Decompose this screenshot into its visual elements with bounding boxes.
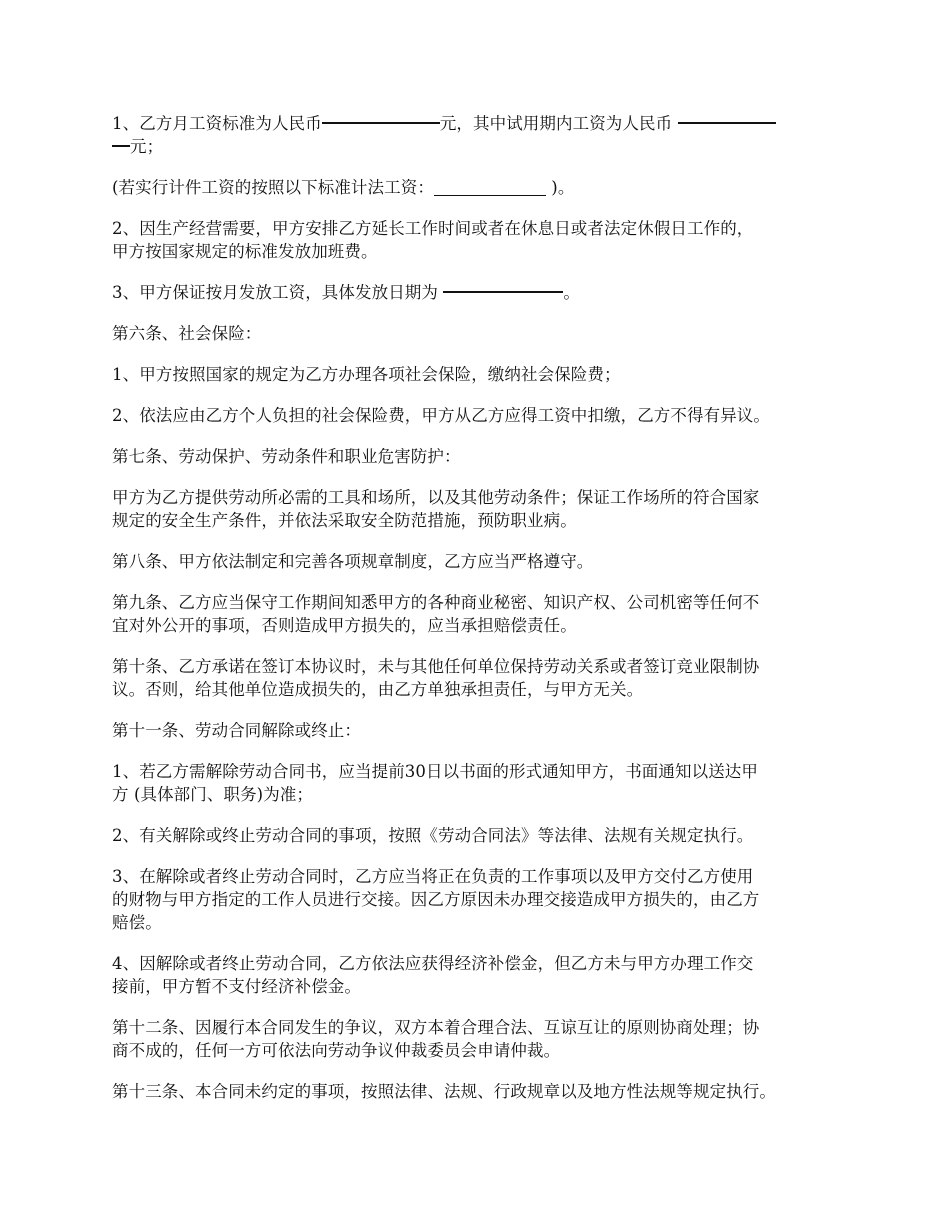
text-run: 1、甲方按照国家的规定为乙方办理各项社会保险，缴纳社会保险费； bbox=[112, 365, 621, 384]
text-run: 2、有关解除或终止劳动合同的事项，按照《劳动合同法》等法律、法规有关规定执行。 bbox=[112, 826, 754, 845]
paragraph-line bbox=[112, 112, 852, 135]
paragraph-p9 bbox=[112, 486, 852, 532]
paragraph-p17 bbox=[112, 952, 852, 998]
text-run: 第六条、社会保险： bbox=[112, 324, 262, 343]
paragraph-p3 bbox=[112, 217, 852, 263]
text-run: (若实行计件工资的按照以下标准计法工资： bbox=[112, 178, 434, 197]
text-run: 赔偿。 bbox=[112, 913, 162, 932]
paragraph-line bbox=[112, 760, 852, 783]
fill-in-underscore bbox=[434, 181, 546, 196]
paragraph-p18 bbox=[112, 1016, 852, 1062]
paragraph-p14 bbox=[112, 760, 852, 806]
paragraph-line bbox=[112, 783, 852, 806]
paragraph-line bbox=[112, 281, 852, 304]
text-run: 。 bbox=[563, 283, 580, 302]
paragraph-line bbox=[112, 824, 852, 847]
paragraph-p8 bbox=[112, 445, 852, 468]
text-run: 接前，甲方暂不支付经济补偿金。 bbox=[112, 977, 361, 996]
text-run: 元； bbox=[130, 137, 164, 156]
text-run: 1、乙方月工资标准为人民币 bbox=[112, 114, 322, 133]
paragraph-line bbox=[112, 975, 852, 998]
text-run: 甲方按国家规定的标准发放加班费。 bbox=[112, 242, 378, 261]
paragraph-p13 bbox=[112, 719, 852, 742]
text-run: 2、依法应由乙方个人负担的社会保险费，甲方从乙方应得工资中扣缴，乙方不得有异议。 bbox=[112, 406, 770, 425]
text-run: 2、因生产经营需要，甲方安排乙方延长工作时间或者在休息日或者法定休假日工作的， bbox=[112, 219, 754, 238]
paragraph-line bbox=[112, 1039, 852, 1062]
text-run: 第十条、乙方承诺在签订本协议时，未与其他任何单位保持劳动关系或者签订竞业限制协 bbox=[112, 657, 760, 676]
paragraph-line bbox=[112, 719, 852, 742]
paragraph-p11 bbox=[112, 591, 852, 637]
paragraph-line bbox=[112, 240, 852, 263]
paragraph-line bbox=[112, 591, 852, 614]
paragraph-p6 bbox=[112, 363, 852, 386]
paragraph-p12 bbox=[112, 655, 852, 701]
paragraph-line bbox=[112, 1016, 852, 1039]
paragraph-line bbox=[112, 614, 852, 637]
paragraph-line bbox=[112, 865, 852, 888]
paragraph-line bbox=[112, 445, 852, 468]
paragraph-p4 bbox=[112, 281, 852, 304]
paragraph-line bbox=[112, 217, 852, 240]
paragraph-line bbox=[112, 322, 852, 345]
paragraph-line bbox=[112, 655, 852, 678]
document-body bbox=[112, 112, 852, 1121]
paragraph-p15 bbox=[112, 824, 852, 847]
paragraph-line bbox=[112, 888, 852, 911]
paragraph-line bbox=[112, 911, 852, 934]
paragraph-line bbox=[112, 404, 852, 427]
text-run: 3、甲方保证按月发放工资，具体发放日期为 bbox=[112, 283, 444, 302]
paragraph-line bbox=[112, 1080, 852, 1103]
paragraph-line bbox=[112, 363, 852, 386]
paragraph-p16 bbox=[112, 865, 852, 934]
text-run: 的财物与甲方指定的工作人员进行交接。因乙方原因未办理交接造成甲方损失的，由乙方 bbox=[112, 890, 760, 909]
text-run: 3、在解除或者终止劳动合同时，乙方应当将正在负责的工作事项以及甲方交付乙方使用 bbox=[112, 867, 754, 886]
paragraph-line bbox=[112, 509, 852, 532]
paragraph-line bbox=[112, 135, 852, 158]
fill-in-blank-line bbox=[443, 291, 563, 293]
paragraph-line bbox=[112, 678, 852, 701]
text-run: 甲方为乙方提供劳动所必需的工具和场所，以及其他劳动条件；保证工作场所的符合国家 bbox=[112, 488, 760, 507]
text-run: 规定的安全生产条件，并依法采取安全防范措施，预防职业病。 bbox=[112, 511, 577, 530]
text-run: 1、若乙方需解除劳动合同书，应当提前30日以书面的形式通知甲方，书面通知以送达甲 bbox=[112, 762, 758, 781]
fill-in-blank-line bbox=[322, 122, 440, 124]
text-run: 宜对外公开的事项，否则造成甲方损失的，应当承担赔偿责任。 bbox=[112, 616, 577, 635]
paragraph-line bbox=[112, 176, 852, 199]
text-run: 元，其中试用期内工资为人民币 bbox=[439, 114, 678, 133]
text-run: 第七条、劳动保护、劳动条件和职业危害防护： bbox=[112, 447, 461, 466]
text-run: 第八条、甲方依法制定和完善各项规章制度，乙方应当严格遵守。 bbox=[112, 552, 594, 571]
paragraph-p2 bbox=[112, 176, 852, 199]
text-run: 第九条、乙方应当保守工作期间知悉甲方的各种商业秘密、知识产权、公司机密等任何不 bbox=[112, 593, 760, 612]
paragraph-line bbox=[112, 550, 852, 573]
fill-in-blank-line bbox=[678, 122, 776, 124]
text-run: 方 (具体部门、职务)为准； bbox=[112, 785, 314, 804]
paragraph-line bbox=[112, 952, 852, 975]
paragraph-line bbox=[112, 486, 852, 509]
paragraph-p19 bbox=[112, 1080, 852, 1103]
fill-in-blank-line bbox=[112, 145, 130, 147]
text-run: 4、因解除或者终止劳动合同，乙方依法应获得经济补偿金，但乙方未与甲方办理工作交 bbox=[112, 954, 754, 973]
text-run: 议。否则，给其他单位造成损失的，由乙方单独承担责任，与甲方无关。 bbox=[112, 680, 644, 699]
text-run: 第十一条、劳动合同解除或终止： bbox=[112, 721, 361, 740]
text-run: 第十二条、因履行本合同发生的争议，双方本着合理合法、互谅互让的原则协商处理；协 bbox=[112, 1018, 760, 1037]
paragraph-p1 bbox=[112, 112, 852, 158]
text-run: 第十三条、本合同未约定的事项，按照法律、法规、行政规章以及地方性法规等规定执行。 bbox=[112, 1082, 776, 1101]
text-run: 商不成的，任何一方可依法向劳动争议仲裁委员会申请仲裁。 bbox=[112, 1041, 561, 1060]
text-run: )。 bbox=[545, 178, 575, 197]
paragraph-p5 bbox=[112, 322, 852, 345]
paragraph-p7 bbox=[112, 404, 852, 427]
paragraph-p10 bbox=[112, 550, 852, 573]
